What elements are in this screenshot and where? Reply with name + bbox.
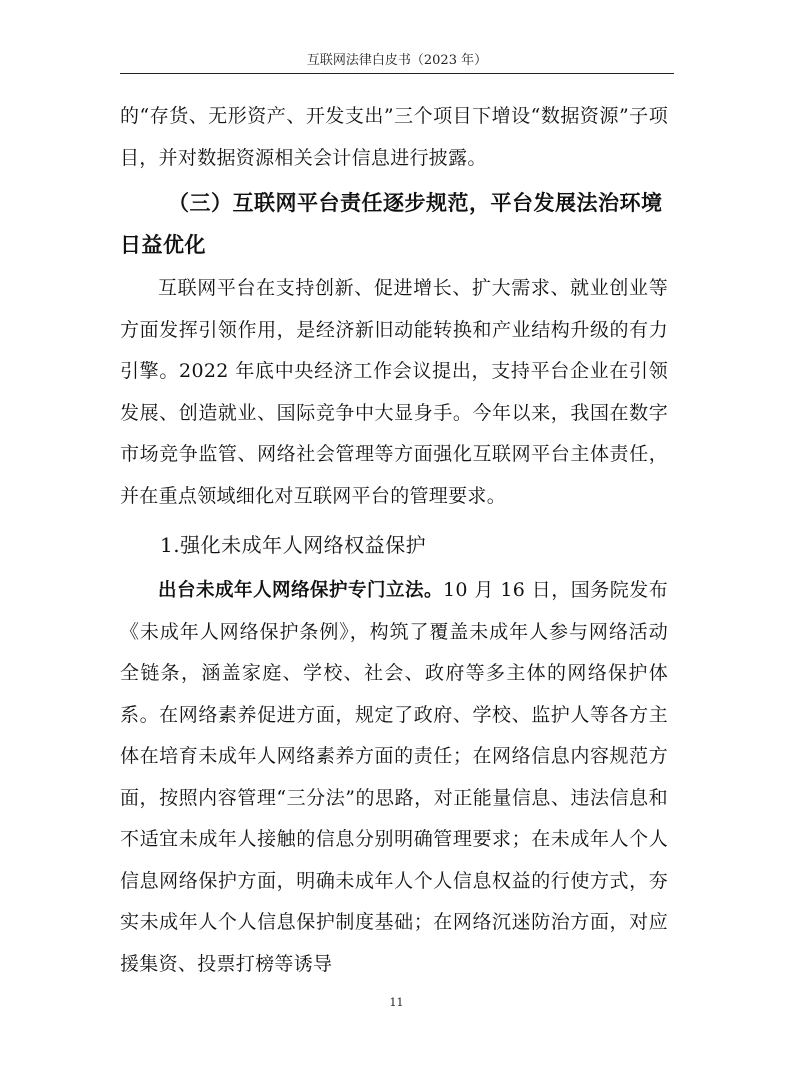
section-intro-paragraph: 互联网平台在支持创新、促进增长、扩大需求、就业创业等方面发挥引领作用，是经济新旧动能转换和产业结构升级的有力引擎。2022 年底中央经济工作会议提出，支持平台企业在引领发展、创造就业、国际竞争中大显身手。今年以来，我国在数字市场竞争监管、网络社会管理等方面强化互联网平台主体责任，并在重点领域细化对互联网平台的管理要求。 xyxy=(120,277,668,507)
page-header-title: 互联网法律白皮书（2023 年） xyxy=(306,53,488,68)
header-divider xyxy=(120,73,674,74)
continuation-paragraph: 的“存货、无形资产、开发支出”三个项目下增设“数据资源”子项目，并对数据资源相关会计信息进行披露。 xyxy=(120,105,668,169)
subsection-paragraph xyxy=(120,570,668,985)
subsection-body-text: 10 月 16 日，国务院发布《未成年人网络保护条例》，构筑了覆盖未成年人参与网络活动全链条，涵盖家庭、学校、社会、政府等多主体的网络保护体系。在网络素养促进方面，规定了政府、学校、监护人等各方主体在培育未成年人网络素养方面的责任；在网络信息内容规范方面，按照内容管理“三分法”的思路，对正能量信息、违法信息和不适宜未成年人接触的信息分别明确管理要求；在未成年人个人信息网络保护方面，明确未成年人个人信息权益的行使方式，夯实未成年人个人信息保护制度基础；在网络沉迷防治方面，对应援集资、投票打榜等诱导 xyxy=(120,579,668,975)
page-number: 11 xyxy=(389,996,404,1009)
section-heading-text: （三）互联网平台责任逐步规范，平台发展法治环境日益优化 xyxy=(120,191,663,257)
subsection-heading: 1.强化未成年人网络权益保护 xyxy=(160,533,427,557)
section-heading xyxy=(120,182,668,266)
subsection-lead-bold: 出台未成年人网络保护专门立法。 xyxy=(158,580,444,601)
